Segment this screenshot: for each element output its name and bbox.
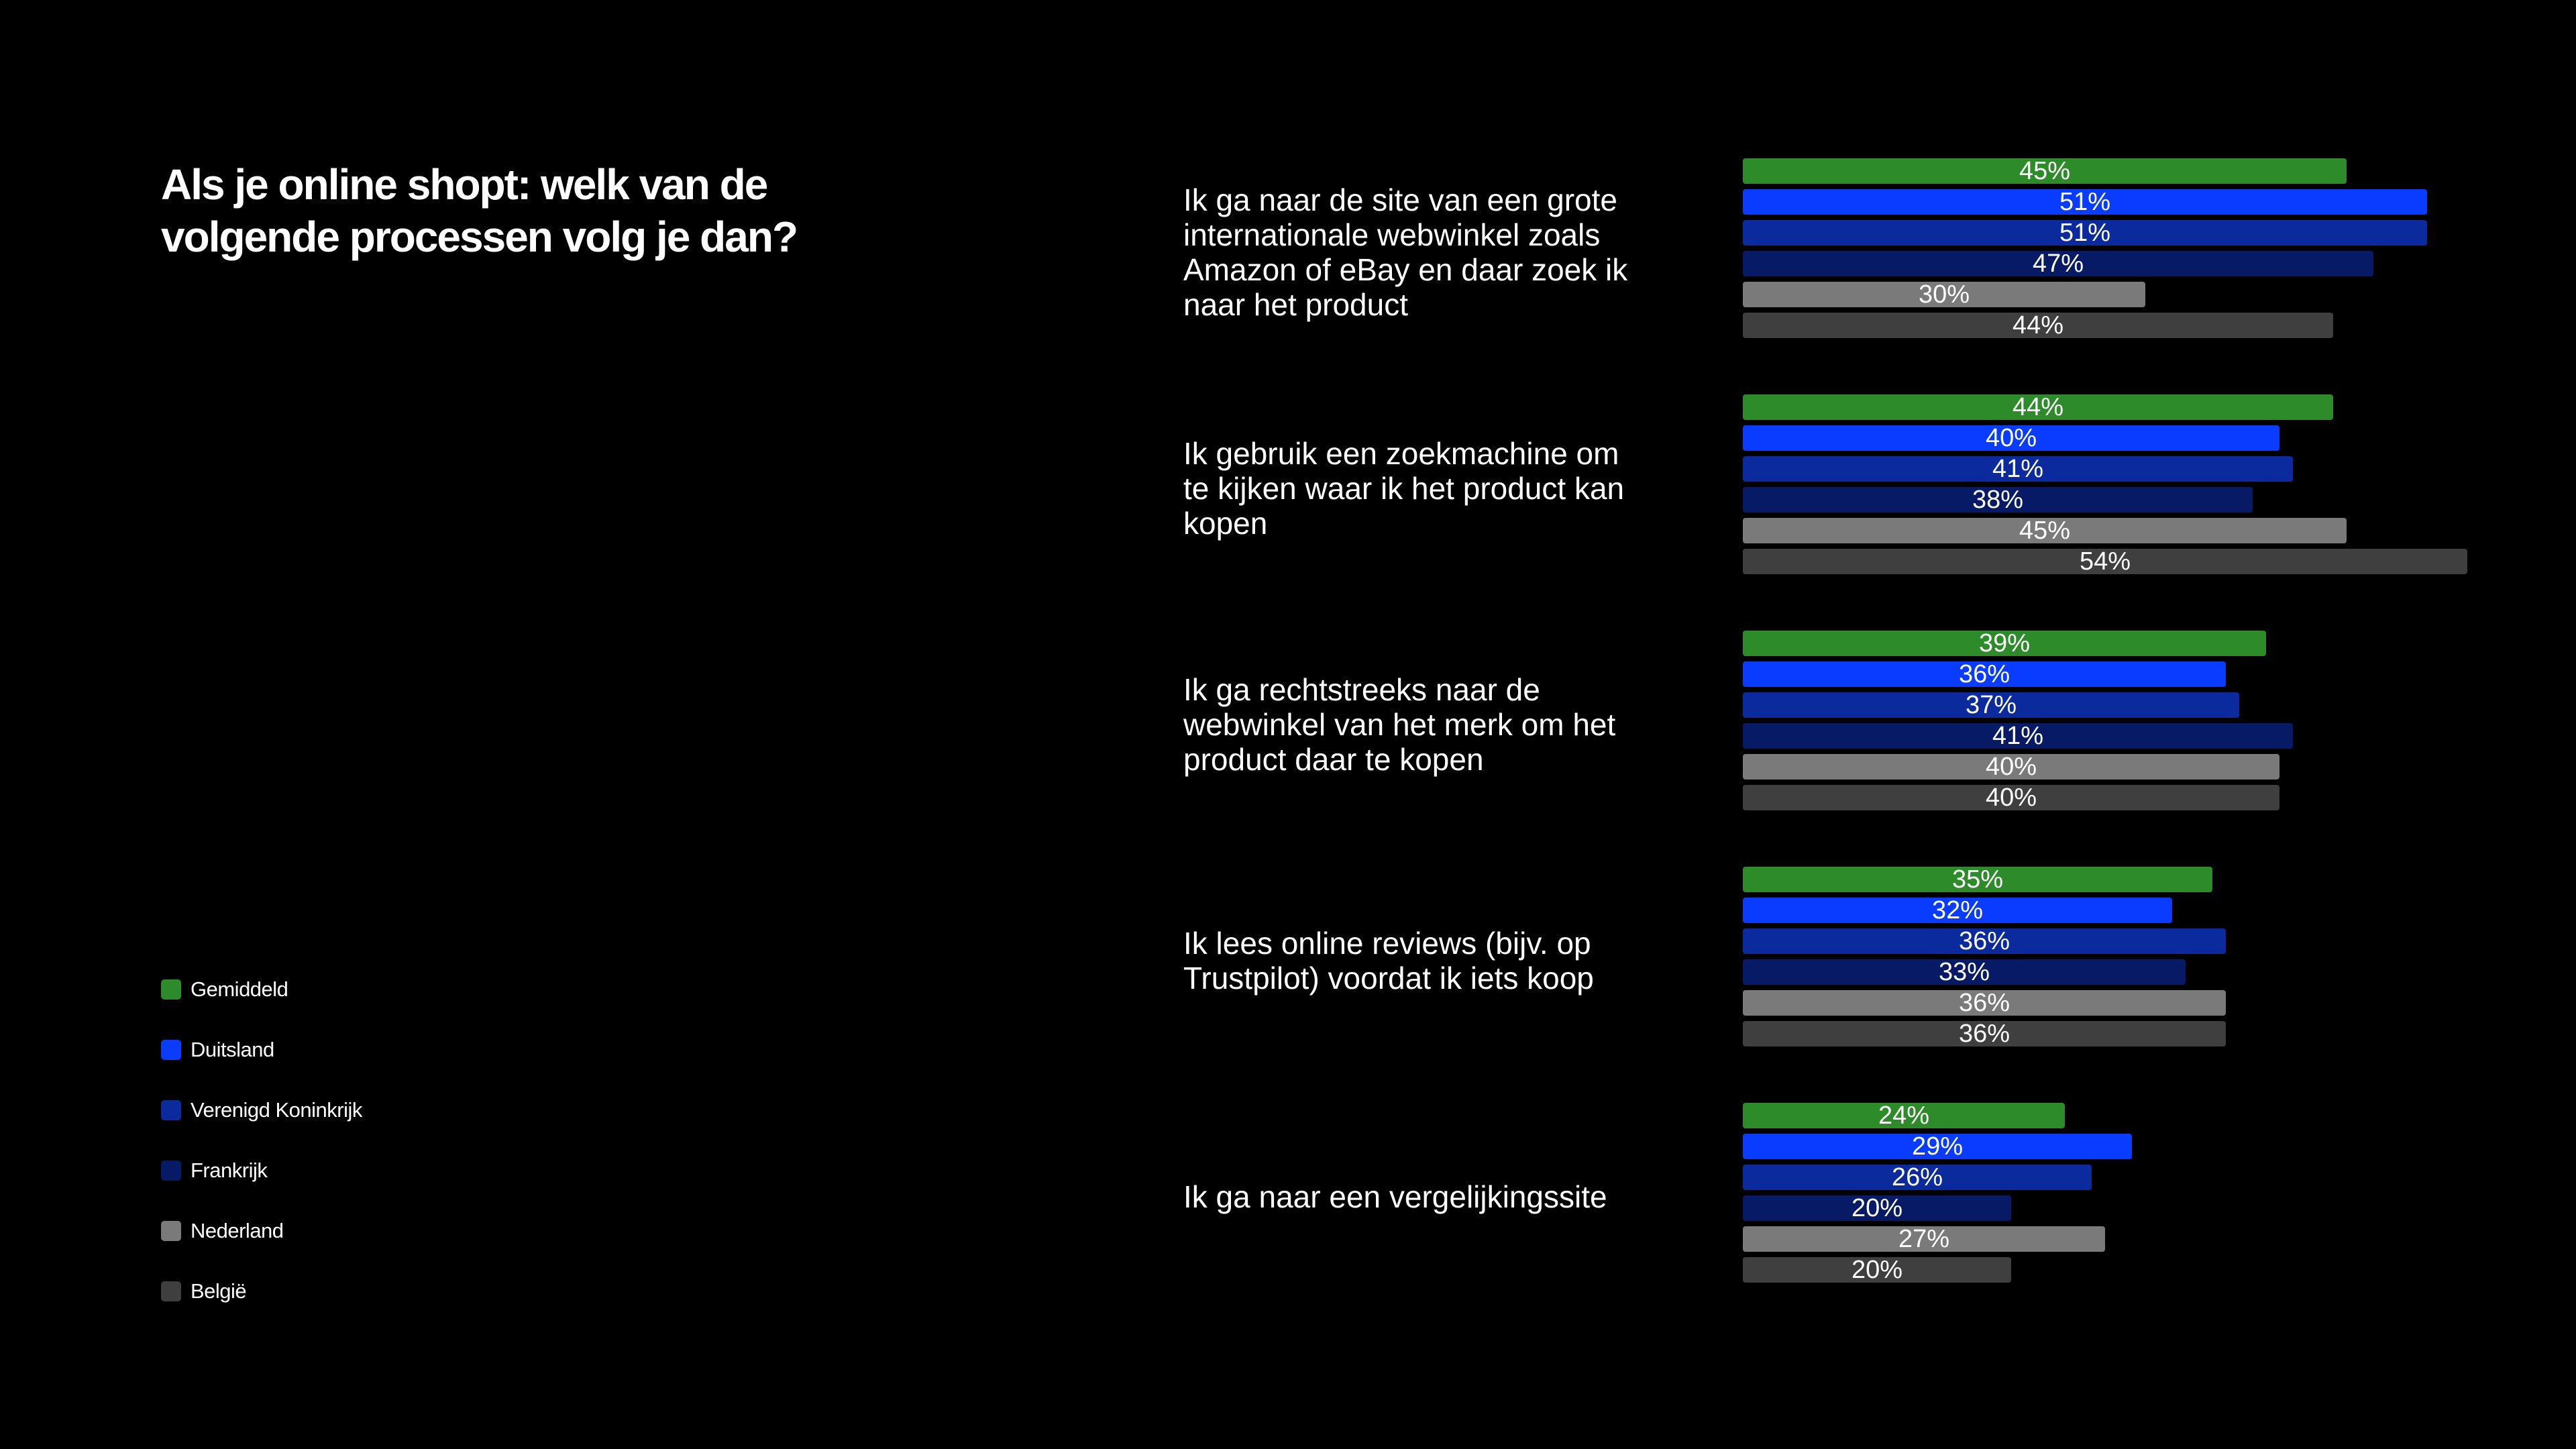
bar (1743, 189, 2427, 215)
legend-label: België (191, 1279, 247, 1303)
bar-value-label: 51% (2059, 219, 2111, 247)
legend-swatch (161, 1281, 181, 1301)
bar (1743, 928, 2226, 954)
bar-value-label: 24% (1878, 1102, 1930, 1130)
bar (1743, 1134, 2132, 1159)
bar (1743, 425, 2279, 451)
bar-value-label: 40% (1985, 424, 2037, 452)
bar (1743, 456, 2293, 482)
bar (1743, 1226, 2105, 1252)
bar-value-label: 40% (1985, 753, 2037, 781)
bar (1743, 251, 2373, 276)
bar-value-label: 33% (1938, 958, 1990, 986)
question-label: Ik ga rechtstreeks naar de webwinkel van het merk om het product daar te kopen (1183, 672, 1616, 777)
bar-value-label: 41% (1992, 455, 2044, 483)
bar (1743, 220, 2427, 246)
legend-swatch (161, 1040, 181, 1060)
bar-group (1743, 158, 2491, 346)
bar (1743, 394, 2333, 420)
question-group-4 (1183, 867, 2491, 1055)
bar-group (1743, 394, 2491, 582)
bar-value-label: 36% (1958, 660, 2010, 688)
legend-label: Verenigd Koninkrijk (191, 1098, 362, 1122)
bar-value-label: 38% (1972, 486, 2024, 514)
legend-item-verenigd-koninkrijk (161, 1080, 362, 1140)
legend-item-duitsland (161, 1020, 362, 1080)
bar-value-label: 26% (1891, 1163, 1943, 1191)
bar-value-label: 20% (1851, 1194, 1903, 1222)
bar (1743, 282, 2145, 307)
bar-value-label: 37% (1965, 691, 2017, 719)
bar-value-label: 29% (1911, 1132, 1964, 1161)
legend-label: Duitsland (191, 1038, 274, 1061)
bar-value-label: 51% (2059, 188, 2111, 216)
bar (1743, 959, 2186, 985)
bar (1743, 1021, 2226, 1046)
legend-item-nederland (161, 1201, 362, 1261)
bar (1743, 785, 2279, 810)
bar (1743, 1103, 2065, 1128)
bar (1743, 518, 2347, 543)
bar (1743, 898, 2172, 923)
bar (1743, 723, 2293, 749)
bar-value-label: 41% (1992, 722, 2044, 750)
bar (1743, 867, 2212, 892)
legend-swatch (161, 1100, 181, 1120)
bar-value-label: 27% (1898, 1225, 1950, 1253)
bar-value-label: 44% (2012, 393, 2064, 421)
legend-swatch (161, 1161, 181, 1181)
bar (1743, 1257, 2011, 1283)
bar-value-label: 47% (2032, 250, 2084, 278)
bar (1743, 487, 2253, 513)
bar-group (1743, 1103, 2491, 1291)
bar (1743, 1195, 2011, 1221)
question-group-5 (1183, 1103, 2491, 1291)
bar (1743, 754, 2279, 780)
bar-value-label: 40% (1985, 784, 2037, 812)
bar-value-label: 36% (1958, 1020, 2010, 1048)
bar-value-label: 54% (2079, 547, 2131, 576)
bar-value-label: 45% (2019, 517, 2071, 545)
bar-value-label: 35% (1951, 865, 2004, 894)
legend-item-frankrijk (161, 1140, 362, 1201)
legend-label: Nederland (191, 1219, 284, 1242)
bar-value-label: 44% (2012, 311, 2064, 339)
question-group-2 (1183, 394, 2491, 582)
bar (1743, 692, 2239, 718)
legend-item-gemiddeld (161, 959, 362, 1020)
bar-value-label: 39% (1978, 629, 2031, 657)
bar-value-label: 30% (1918, 280, 1970, 309)
legend-item-belgie (161, 1261, 362, 1322)
bar (1743, 661, 2226, 687)
bar-group (1743, 867, 2491, 1055)
chart-title: Als je online shopt: welk van de volgende processen volg je dan? (161, 160, 798, 261)
bar-value-label: 45% (2019, 157, 2071, 185)
bar-value-label: 36% (1958, 989, 2010, 1017)
bar (1743, 549, 2467, 574)
question-group-1 (1183, 158, 2491, 346)
question-label: Ik gebruik een zoekmachine om te kijken waar ik het product kan kopen (1183, 436, 1625, 541)
bar (1743, 313, 2333, 338)
bar-value-label: 20% (1851, 1256, 1903, 1284)
question-label: Ik ga naar een vergelijkingssite (1183, 1179, 1607, 1214)
bar (1743, 631, 2266, 656)
question-label: Ik lees online reviews (bijv. op Trustpilot) voordat ik iets koop (1183, 926, 1594, 996)
bar (1743, 1165, 2092, 1190)
bar-value-label: 36% (1958, 927, 2010, 955)
legend-label: Gemiddeld (191, 977, 288, 1001)
bar-value-label: 32% (1931, 896, 1984, 924)
legend-swatch (161, 1221, 181, 1241)
legend-swatch (161, 979, 181, 1000)
bar (1743, 158, 2347, 184)
legend-label: Frankrijk (191, 1159, 268, 1182)
question-group-3 (1183, 631, 2491, 818)
legend (161, 959, 362, 1322)
question-label: Ik ga naar de site van een grote internationale webwinkel zoals Amazon of eBay en daar zoek ik naar het product (1183, 182, 1628, 322)
bar (1743, 990, 2226, 1016)
bar-group (1743, 631, 2491, 818)
